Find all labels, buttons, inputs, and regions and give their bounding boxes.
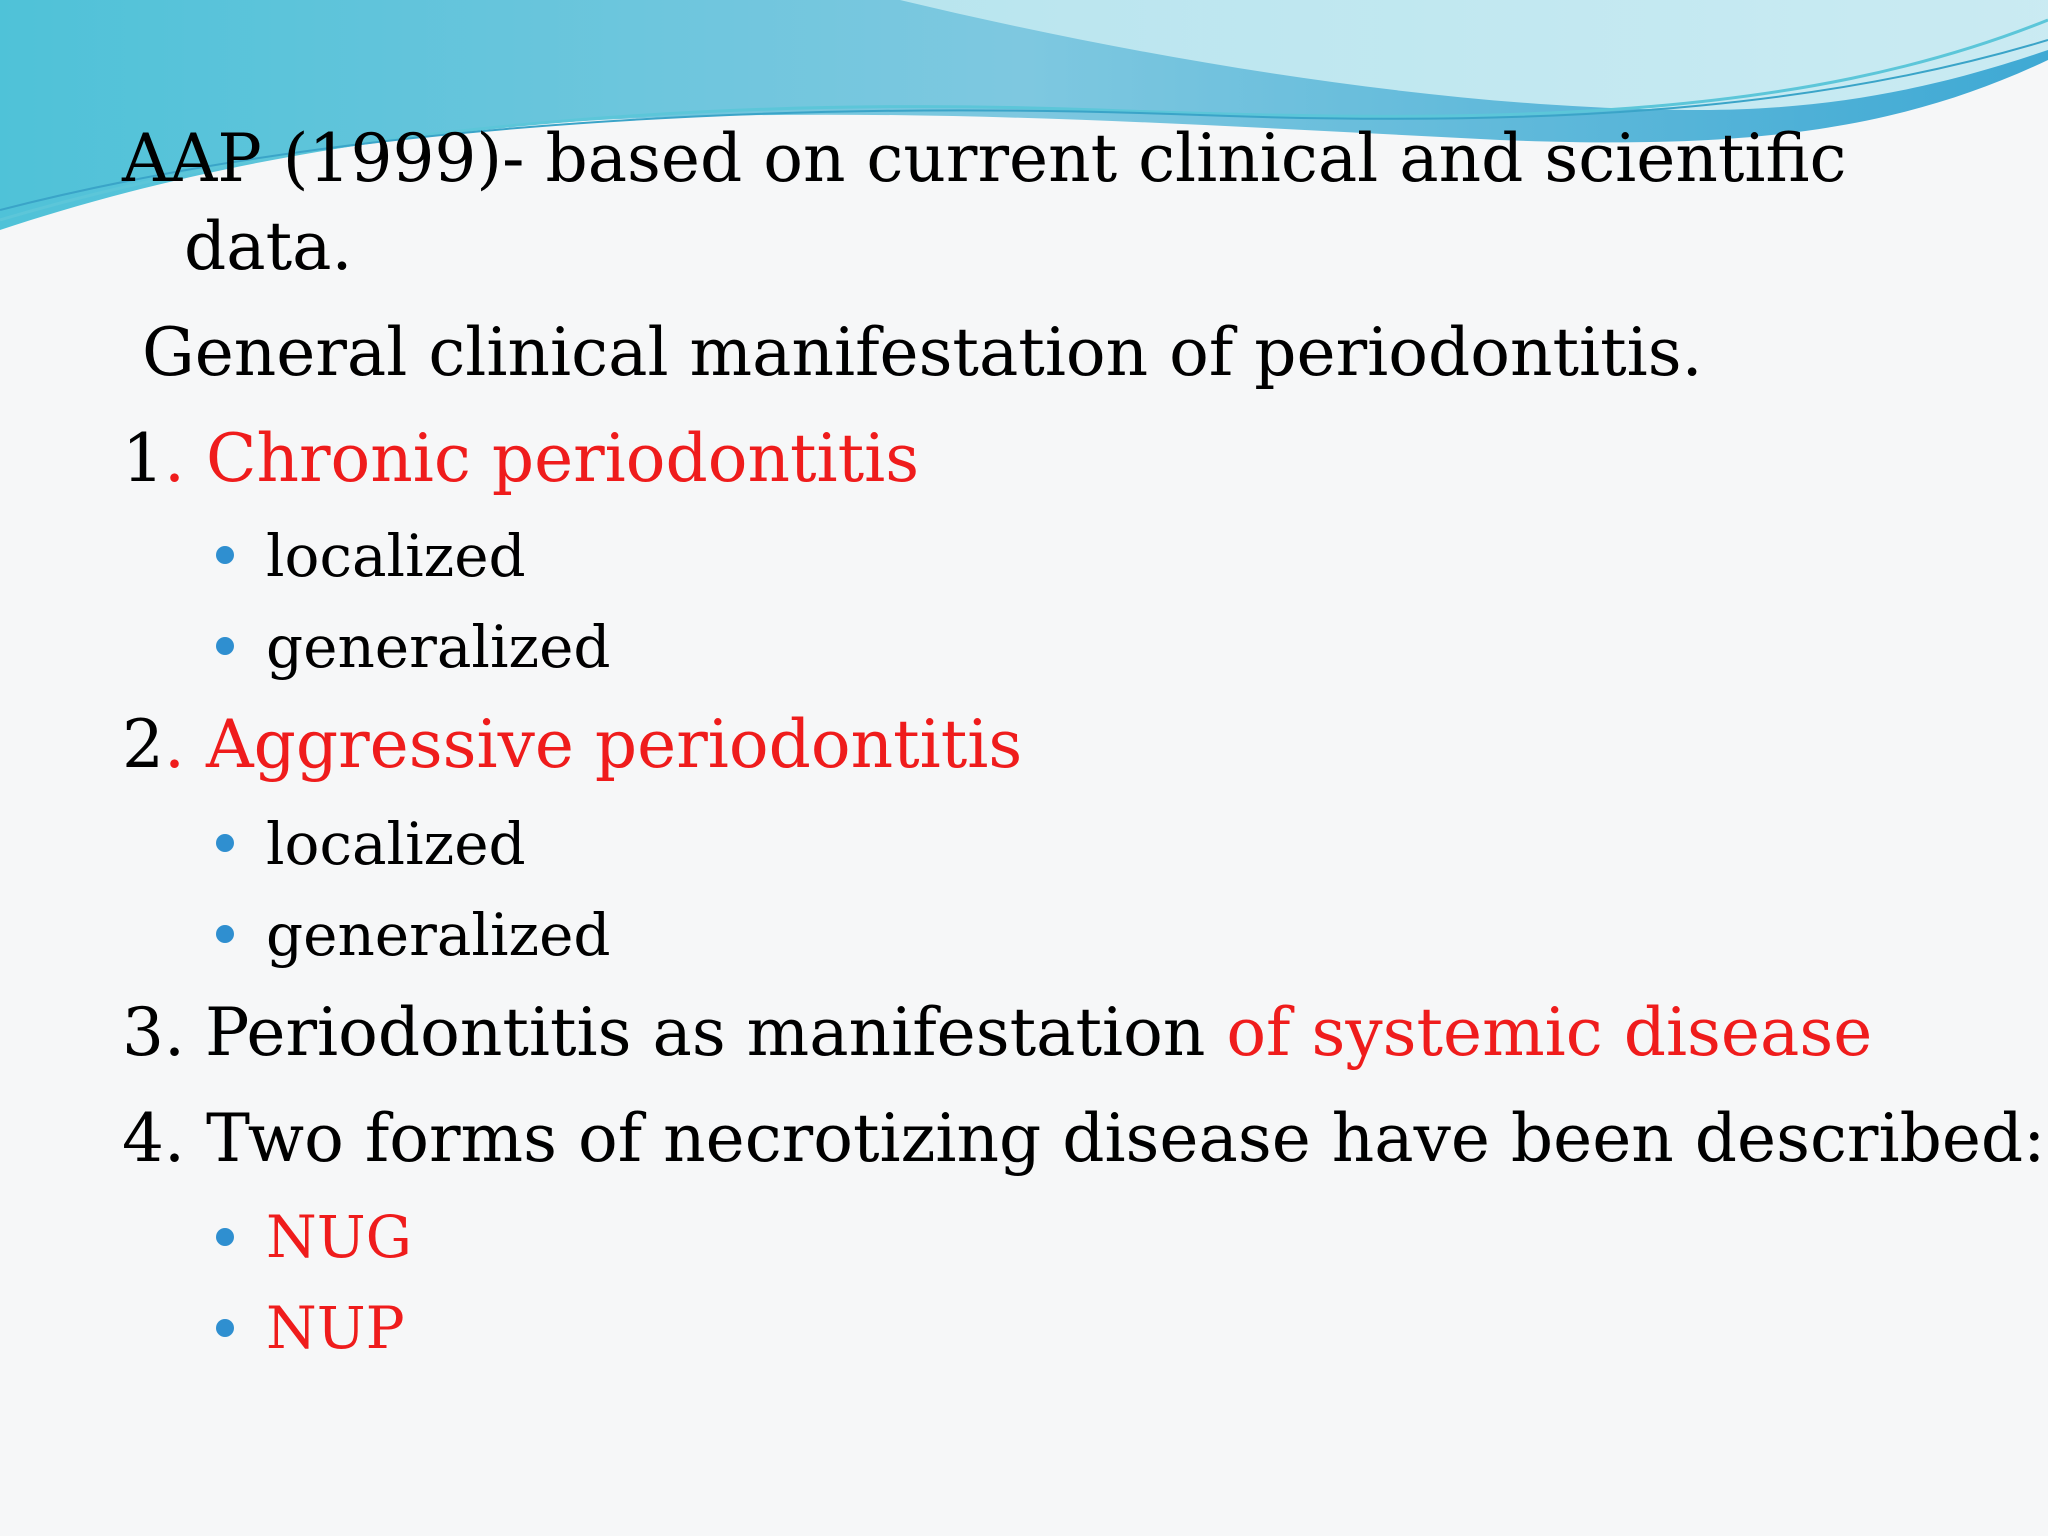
sub-item-2-1: localized — [266, 810, 526, 878]
list-item-3 — [122, 994, 1873, 1071]
sub-item-1-2: generalized — [266, 613, 611, 681]
list-item-2 — [122, 706, 1023, 783]
list-item-2-separator: . — [164, 706, 206, 783]
list-item-4-number: 4. — [122, 1100, 185, 1177]
list-item-4-text: Two forms of necrotizing disease have been described: — [184, 1100, 2046, 1177]
list-item-4 — [122, 1100, 2046, 1177]
list-item-2-text: Aggressive periodontitis — [205, 706, 1023, 783]
list-item-1 — [122, 420, 920, 497]
bullet-dot — [216, 546, 234, 564]
bullet-dot — [216, 834, 234, 852]
list-item-3-text: Periodontitis as manifestation — [204, 994, 1227, 1071]
list-item-3-text-red: of systemic disease — [1226, 994, 1873, 1071]
list-item-1-separator: . — [164, 420, 206, 497]
heading-line-1: AAP (1999)- based on current clinical and scientific — [122, 120, 1847, 197]
sub-item-4-1: NUG — [266, 1203, 412, 1271]
bullet-dot — [216, 1319, 234, 1337]
sub-item-2-2: generalized — [266, 901, 611, 969]
sub-item-1-1: localized — [266, 522, 526, 590]
heading-line-3: General clinical manifestation of periodontitis. — [142, 314, 1703, 391]
list-item-2-number: 2 — [122, 706, 164, 783]
heading-line-2: data. — [184, 208, 353, 285]
list-item-1-number: 1 — [122, 420, 164, 497]
list-item-3-number: 3. — [122, 994, 185, 1071]
bullet-dot — [216, 925, 234, 943]
bullet-dot — [216, 637, 234, 655]
bullet-dot — [216, 1228, 234, 1246]
list-item-1-text: Chronic periodontitis — [205, 420, 920, 497]
sub-item-4-2: NUP — [266, 1294, 405, 1362]
